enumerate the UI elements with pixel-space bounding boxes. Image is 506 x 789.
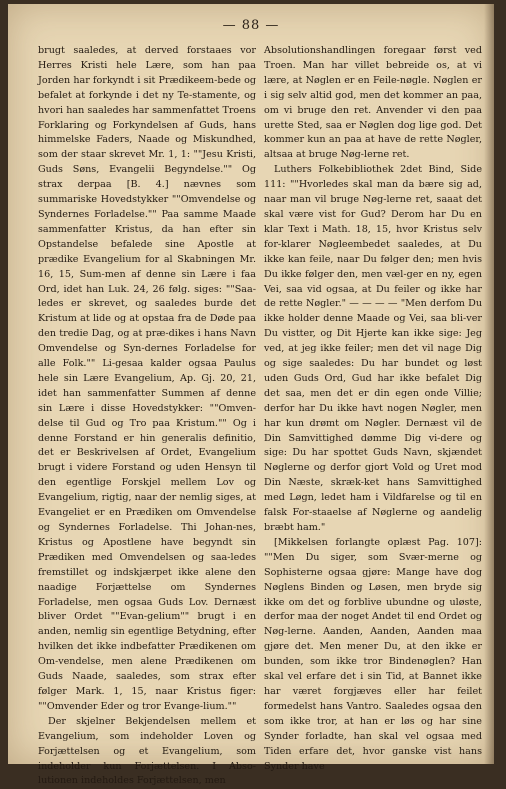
left-paragraph-2: Der skjelner Bekjendelsen mellem et Evangelium, som indeholder Loven og Forjættelsen og et Evangelium, som indeholder kun Forjættelsen. I Abso-lutionen indeholdes Forjættelsen, men [38, 715, 256, 787]
page-edge-shadow [484, 4, 494, 764]
right-paragraph-2: Luthers Folkebibliothek 2det Bind, Side 111: ""Hvorledes skal man da bære sig ad, naar man vil bruge Nøg-lerne ret, saaat det skal være vist for Gud? Derom har Du en klar Text i Math. 18, 15, hvor Kristus selv for-klarer Nøgleembedet saaledes, at Du ikke kan feile, naar Du følger den; men hvis Du ikke følger den, men væl-ger en ny, egen Vei, saa vid ogsaa, at Du feiler og ikke har de rette Nøgler." — — — — "Men derfom Du ikke holder denne Maade og Vei, saa bli-ver Du vistter, og Dit Hjerte kan ikke sige: Jeg ved, at jeg ikke feiler; men det vil nage Dig og sige saaledes: Du har bundet og løst uden Guds Ord, Gud har ikke befalet Dig det saa, men det er din egen onde Villie; derfor har Du ikke havt nogen Nøgler, men har kun drømt om Nøgler. Dernæst vil de Din Samvittighed dømme Dig vi-dere og sige: Du har spottet Guds Navn, skjændet Nøglerne og derfor gjort Vold og Uret mod Din Næste, skræk-ket hans Samvittighed med Løgn, ledet ham i Vildfarelse og til en falsk For-staaelse af Nøglerne og aandelig bræbt ham." [264, 164, 482, 533]
page-number: — 88 — [222, 18, 280, 33]
right-paragraph-1: Absolutionshandlingen foregaar først ved Troen. Man har villet bebreide os, at vi lære, at Nøglen er en Feile-nøgle. Nøglen er i sig selv altid god, men det kommer an paa, om vi bruge den ret. Anvender vi den paa urette Sted, saa er Nøglen dog lige god. Det kommer kun an paa at have de rette Nøgler, altsaa at bruge Nøg-lerne ret. [264, 45, 482, 161]
book-page [8, 4, 494, 787]
right-column [264, 44, 482, 774]
left-column [38, 44, 256, 789]
right-paragraph-3: [Mikkelsen forlangte oplæst Pag. 107]: ""Men Du siger, som Svær-merne og Sophisterne ogsaa gjøre: Mange have dog Nøglens Binden og Løsen, men bryde sig ikke om det og forblive ubundne og uløste, derfor maa der noget Andet til end Ordet og Nøg-lerne. Aanden, Aanden, Aanden maa gjøre det. Men mener Du, at den ikke er bunden, som ikke tror Bindenøglen? Han skal vel erfare det i sin Tid, at Bannet ikke har været forgjæves eller har feilet formedelst hans Vantro. Saaledes ogsaa den som ikke tror, at han er løs og har sine Synder forladte, han skal vel ogsaa med Tiden erfare det, hvor ganske vist hans Synder have [264, 536, 482, 772]
left-paragraph-1: brugt saaledes, at derved forstaaes vor Herres Kristi hele Lære, som han paa Jorden har forkyndt i sit Prædikeem-bede og befalet at forkynde i det ny Te-stamente, og hvori han saaledes har sammenfattet Troens Forklaring og Forkyndelsen af Guds, hans himmelske Faders, Naade og Miskundhed, som der staar skrevet Mr. 1, 1: ""Jesu Kristi, Guds Søns, Evangelii Begyndelse."" Og strax derpaa [B. 4.] nævnes som summariske Hovedstykker ""Omvendelse og Syndernes Forladelse."" Paa samme Maade sammenfatter Kristus, da han efter sin Opstandelse befalede sine Apostle at prædike Evangelium for al Skabningen Mr. 16, 15, Sum-men af denne sin Lære i faa Ord, idet han Luk. 24, 26 følg. siges: ""Saa-ledes er skrevet, og saaledes burde det Kristum at lide og at opstaa fra de Døde paa den tredie Dag, og at præ-dikes i hans Navn Omvendelse og Syn-dernes Forladelse for alle Folk."" Li-gesaa kalder ogsaa Paulus hele sin Lære Evangelium, Ap. Gj. 20, 21, idet han sammenfatter Summen af denne sin Lære i disse Hovedstykker: ""Omven-delse til Gud og Tro paa Kristum."" Og i denne Forstand er hin generalis definitio, det er Beskrivelsen af Ordet, Evangelium brugt i videre Forstand og uden Hensyn til den egentlige Forskjel mellem Lov og Evangelium, rigtig, naar der nemlig siges, at Evangeliet er en Prædiken om Omvendelse og Syndernes Forladelse. Thi Johan-nes, Kristus og Apostlene have begyndt sin Prædiken med Omvendelsen og saa-ledes fremstillet og indskjærpet ikke alene den naadige Forjættelse om Syndernes Forladelse, men ogsaa Guds Lov. Dernæst bliver Ordet ""Evan-gelium"" brugt i en anden, nemlig sin egentlige Betydning, efter hvilken det ikke indbefatter Prædikenen om Om-vendelse, men alene Prædikenen om Guds Naade, saaledes, som strax efter følger Mark. 1, 15, naar Kristus figer: ""Omvender Eder og tror Evange-lium."" [38, 45, 257, 712]
